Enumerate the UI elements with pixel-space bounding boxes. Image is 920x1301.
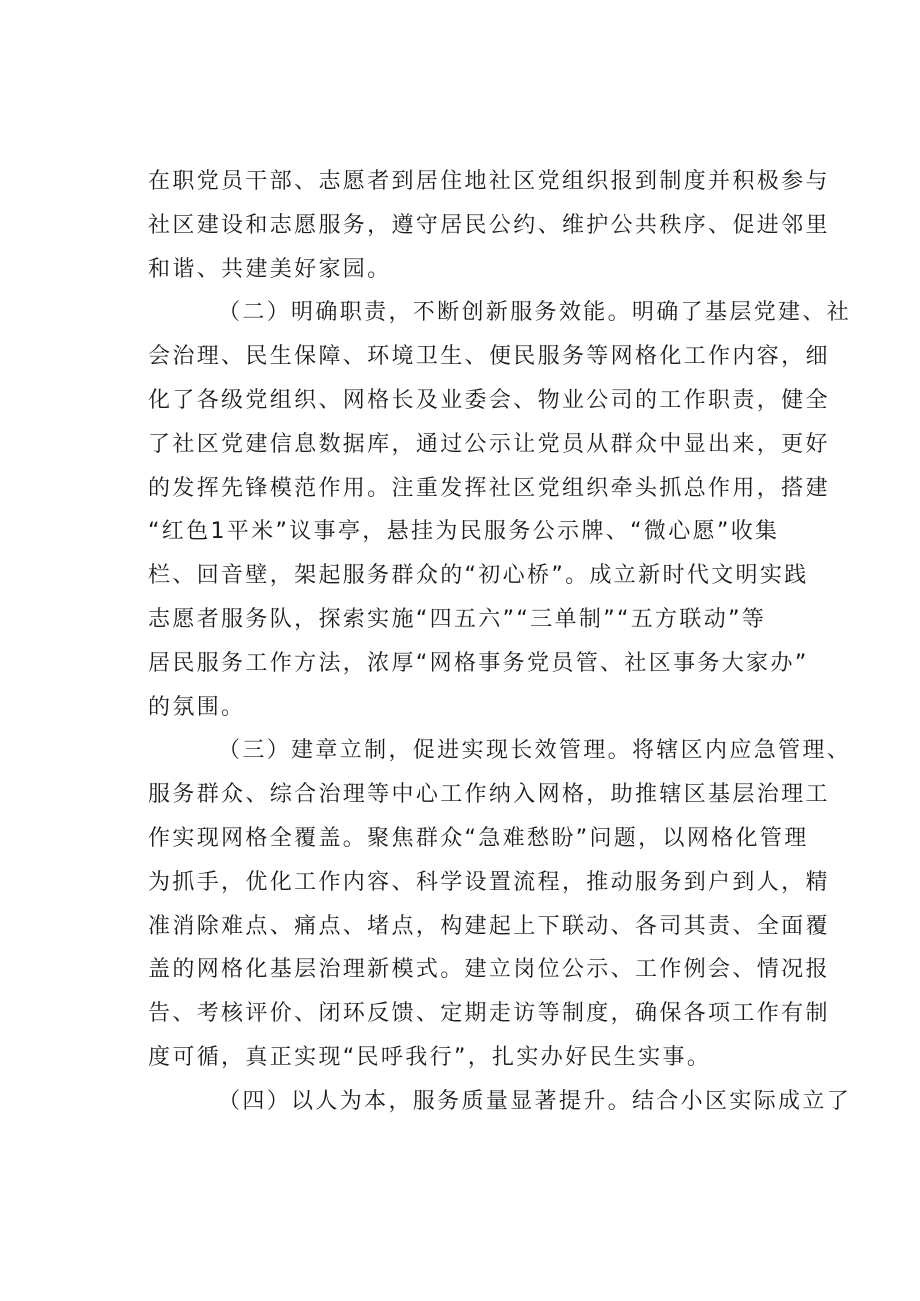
body-text [148, 160, 852, 1124]
text-line: 化了各级党组织、网格长及业委会、物业公司的工作职责，健全 [148, 387, 830, 413]
text-line: （三）建章立制，促进实现长效管理。将辖区内应急管理、 [218, 738, 852, 764]
paragraph-section-4 [148, 1080, 852, 1124]
text-line: 作实现网格全覆盖。聚焦群众“急难愁盼”问题，以网格化管理 [148, 825, 809, 851]
text-line: 居民服务工作方法，浓厚“网格事务党员管、社区事务大家办” [148, 650, 809, 676]
text-line: 盖的网格化基层治理新模式。建立岗位公示、工作例会、情况报 [148, 957, 830, 983]
paragraph-section-2 [148, 291, 852, 729]
text-line: 服务群众、综合治理等中心工作纳入网格，助推辖区基层治理工 [148, 782, 830, 808]
text-line: 的发挥先锋模范作用。注重发挥社区党组织牵头抓总作用，搭建 [148, 475, 830, 501]
text-line: （二）明确职责，不断创新服务效能。明确了基层党建、社 [218, 300, 852, 326]
text-line: 的氛围。 [148, 694, 246, 720]
text-line: 为抓手，优化工作内容、科学设置流程，推动服务到户到人，精 [148, 869, 830, 895]
text-line: 准消除难点、痛点、堵点，构建起上下联动、各司其责、全面覆 [148, 913, 830, 939]
text-line: （四）以人为本，服务质量显著提升。结合小区实际成立了 [218, 1088, 852, 1114]
text-line: 了社区党建信息数据库，通过公示让党员从群众中显出来，更好 [148, 431, 830, 457]
text-line: 和谐、共建美好家园。 [148, 256, 392, 282]
text-line: 社区建设和志愿服务，遵守居民公约、维护公共秩序、促进邻里 [148, 212, 830, 238]
paragraph-section-3 [148, 729, 852, 1079]
text-line: 在职党员干部、志愿者到居住地社区党组织报到制度并积极参与 [148, 169, 830, 194]
text-line: 栏、回音壁，架起服务群众的“初心桥”。成立新时代文明实践 [148, 563, 809, 589]
text-line: “红色1平米”议事亭，悬挂为民服务公示牌、“微心愿”收集 [148, 519, 780, 545]
text-line: 告、考核评价、闭环反馈、定期走访等制度，确保各项工作有制 [148, 1001, 830, 1027]
paragraph-continuation [148, 160, 830, 291]
text-line: 志愿者服务队，探索实施“四五六”“三单制”“五方联动”等 [148, 606, 767, 632]
text-line: 度可循，真正实现“民呼我行”，扎实办好民生实事。 [148, 1044, 712, 1070]
text-line: 会治理、民生保障、环境卫生、便民服务等网格化工作内容，细 [148, 344, 830, 370]
